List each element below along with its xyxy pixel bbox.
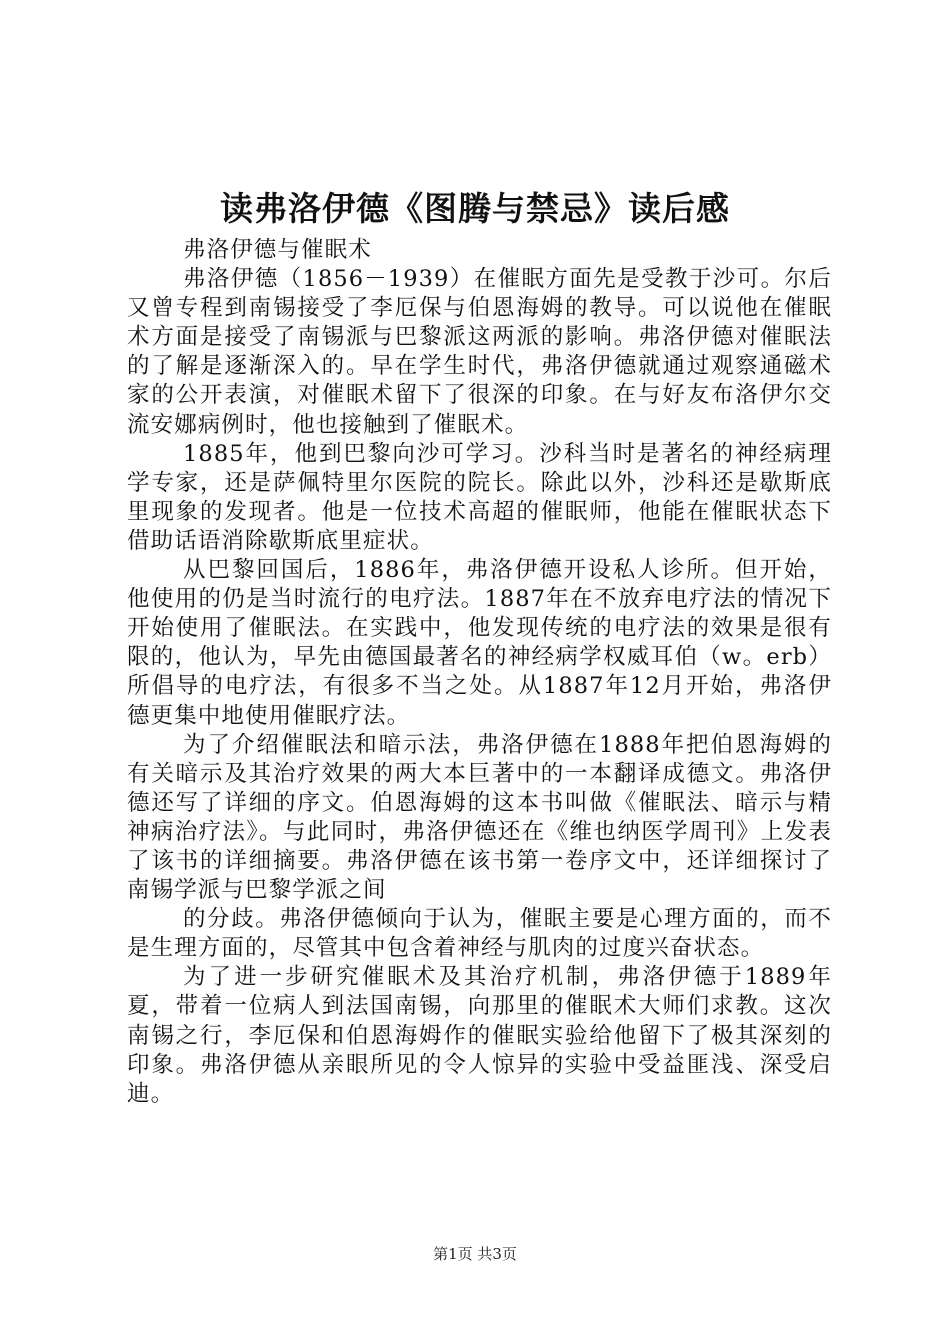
body-paragraph: 为了介绍催眠法和暗示法，弗洛伊德在1888年把伯恩海姆的有关暗示及其治疗效果的两大本巨著中的一本翻译成德文。弗洛伊德还写了详细的序文。伯恩海姆的这本书叫做《催眠法、暗示与精神病治疗法》。与此同时，弗洛伊德还在《维也纳医学周刊》上发表了该书的详细摘要。弗洛伊德在该书第一卷序文中，还详细探讨了南锡学派与巴黎学派之间 xyxy=(127,731,832,904)
body-paragraph: 1885年，他到巴黎向沙可学习。沙科当时是著名的神经病理学专家，还是萨佩特里尔医院的院长。除此以外，沙科还是歇斯底里现象的发现者。他是一位技术高超的催眠师，他能在催眠状态下借助话语消除歇斯底里症状。 xyxy=(127,440,832,554)
document-body xyxy=(127,236,832,1109)
page-footer: 第1页 共3页 xyxy=(433,1245,517,1263)
body-paragraph: 弗洛伊德（1856－1939）在催眠方面先是受教于沙可。尔后又曾专程到南锡接受了李厄保与伯恩海姆的教导。可以说他在催眠术方面是接受了南锡派与巴黎派这两派的影响。弗洛伊德对催眠法的了解是逐渐深入的。早在学生时代，弗洛伊德就通过观察通磁术家的公开表演，对催眠术留下了很深的印象。在与好友布洛伊尔交流安娜病例时，他也接触到了催眠术。 xyxy=(127,266,832,438)
body-paragraph: 为了进一步研究催眠术及其治疗机制，弗洛伊德于1889年夏，带着一位病人到法国南锡，向那里的催眠术大师们求教。这次南锡之行，李厄保和伯恩海姆作的催眠实验给他留下了极其深刻的印象。弗洛伊德从亲眼所见的令人惊异的实验中受益匪浅、深受启迪。 xyxy=(127,964,832,1107)
body-paragraph: 从巴黎回国后，1886年，弗洛伊德开设私人诊所。但开始，他使用的仍是当时流行的电疗法。1887年在不放弃电疗法的情况下开始使用了催眠法。在实践中，他发现传统的电疗法的效果是很有限的，他认为，早先由德国最著名的神经病学权威耳伯（w。erb）所倡导的电疗法，有很多不当之处。从1887年12月开始，弗洛伊德更集中地使用催眠疗法。 xyxy=(127,557,832,729)
document-title: 读弗洛伊德《图腾与禁忌》读后感 xyxy=(220,189,730,228)
body-paragraph: 弗洛伊德与催眠术 xyxy=(183,237,372,263)
body-paragraph: 的分歧。弗洛伊德倾向于认为，催眠主要是心理方面的，而不是生理方面的，尽管其中包含着神经与肌肉的过度兴奋状态。 xyxy=(127,906,832,962)
